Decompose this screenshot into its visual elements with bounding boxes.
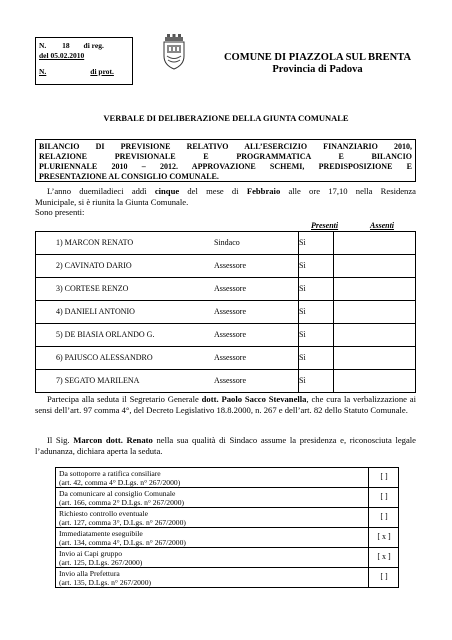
absent-cell <box>333 278 417 300</box>
flag-reference: (art. 134, comma 4°, D.Lgs. n° 267/2000) <box>59 538 186 547</box>
flag-reference: (art. 127, comma 3°, D.Lgs. n° 267/2000) <box>59 518 186 527</box>
flag-title: Immediatamente eseguibile <box>59 529 143 538</box>
register-number: 18 <box>62 41 70 50</box>
flag-text <box>59 469 180 487</box>
member-present: Sì <box>299 330 306 339</box>
subject-line-4: PRESENTAZIONE AL CONSIGLIO COMUNALE. <box>39 172 219 181</box>
member-role: Assessore <box>214 376 246 385</box>
register-n-label: N. <box>39 41 47 50</box>
member-role: Assessore <box>214 307 246 316</box>
flag-row <box>56 528 398 548</box>
flag-row <box>56 508 398 528</box>
comune-header <box>210 52 425 76</box>
intro-line-2: Municipale, si è riunita la Giunta Comunale. <box>35 196 189 207</box>
member-name: 6) PAIUSCO ALESSANDRO <box>56 353 153 362</box>
member-present: Sì <box>299 261 306 270</box>
flag-text <box>59 509 186 527</box>
member-role: Assessore <box>214 261 246 270</box>
register-number-line <box>39 41 104 51</box>
member-name: 1) MARCON RENATO <box>56 238 134 247</box>
subject-line-2: RELAZIONE PREVISIONALE E PROGRAMMATICA E BILANCIO <box>39 152 412 161</box>
attendance-row <box>36 347 415 370</box>
register-date: del 05.02.2010 <box>39 51 85 60</box>
subject-box <box>35 139 416 182</box>
intro-line-1: L’anno duemiladieci addì cinque del mese di Febbraio alle ore 17,10 nella Residenza <box>47 186 416 196</box>
meeting-day: cinque <box>154 186 180 196</box>
member-present: Sì <box>299 307 306 316</box>
flag-title: Da comunicare al consiglio Comunale <box>59 489 176 498</box>
protocol-n-label: N. <box>39 67 47 76</box>
intro-paragraph <box>35 186 416 218</box>
flag-reference: (art. 166, comma 2° D.Lgs. n° 267/2000) <box>59 498 185 507</box>
flag-checkbox: [ ] <box>368 488 399 507</box>
flag-title: Invio ai Capi gruppo <box>59 549 123 558</box>
secretary-paragraph: Partecipa alla seduta il Segretario Generale dott. Paolo Sacco Stevanella, che cura la verbalizzazione ai sensi dell’art. 97 comma 4°, del Decreto Legislativo 18.8.2000, n. 267 e dell’art. 82 dello Statuto Comunale. <box>35 394 416 415</box>
flag-title: Richiesto controllo eventuale <box>59 509 148 518</box>
absent-cell <box>333 255 417 277</box>
comune-crest-icon <box>161 34 187 70</box>
member-role: Sindaco <box>214 238 240 247</box>
absent-cell <box>333 347 417 369</box>
flag-reference: (art. 135, D.Lgs. n° 267/2000) <box>59 578 152 587</box>
member-name: 3) CORTESE RENZO <box>56 284 129 293</box>
subject-line-3: PLURIENNALE 2010 – 2012. APPROVAZIONE SCHEMI, PREDISPOSIZIONE E <box>39 162 412 171</box>
flag-row <box>56 568 398 587</box>
subject-line-1: BILANCIO DI PREVISIONE RELATIVO ALL’ESERCIZIO FINANZIARIO 2010, <box>39 142 412 151</box>
flag-text <box>59 569 151 587</box>
flag-text <box>59 549 142 567</box>
member-name: 5) DE BIASIA ORLANDO G. <box>56 330 155 339</box>
attendance-row <box>36 232 415 255</box>
attendance-row <box>36 278 415 301</box>
member-role: Assessore <box>214 330 246 339</box>
comune-name: COMUNE DI PIAZZOLA SUL BRENTA <box>223 52 412 63</box>
member-present: Sì <box>299 376 306 385</box>
attendance-row <box>36 370 415 392</box>
attendance-row <box>36 301 415 324</box>
secretary-name: dott. Paolo Sacco Stevanella <box>201 394 307 404</box>
flag-title: Invio alla Prefettura <box>59 569 120 578</box>
flag-title: Da sottoporre a ratifica consiliare <box>59 469 161 478</box>
provincia-name: Provincia di Padova <box>272 64 363 75</box>
flag-text <box>59 489 184 507</box>
assenti-header: Assenti <box>370 221 395 230</box>
register-label: di reg. <box>83 41 104 50</box>
absent-cell <box>333 324 417 346</box>
member-present: Sì <box>299 238 306 247</box>
member-present: Sì <box>299 284 306 293</box>
member-name: 2) CAVINATO DARIO <box>56 261 132 270</box>
flag-checkbox: [ x ] <box>368 528 399 547</box>
protocol-label: di prot. <box>90 67 114 76</box>
attendance-row <box>36 324 415 347</box>
attendance-grid <box>35 231 416 393</box>
president-name: Marcon dott. Renato <box>73 435 153 445</box>
flag-text <box>59 529 186 547</box>
absent-cell <box>333 301 417 323</box>
member-name: 4) DANIELI ANTONIO <box>56 307 135 316</box>
absent-cell <box>333 232 417 254</box>
flag-reference: (art. 125, D.Lgs. 267/2000) <box>59 558 143 567</box>
flag-checkbox: [ ] <box>368 508 399 527</box>
flag-row <box>56 488 398 508</box>
presidency-paragraph: Il Sig. Marcon dott. Renato nella sua qualità di Sindaco assume la presidenza e, riconosciuta legale l’adunanza, dichiara aperta la seduta. <box>35 435 416 456</box>
member-role: Assessore <box>214 284 246 293</box>
flag-checkbox: [ ] <box>368 468 399 487</box>
flag-row <box>56 468 398 488</box>
flags-table <box>55 467 399 588</box>
member-role: Assessore <box>214 353 246 362</box>
flag-reference: (art. 42, comma 4° D.Lgs. n° 267/2000) <box>59 478 181 487</box>
intro-line-3: Sono presenti: <box>35 207 85 217</box>
meeting-month: Febbraio <box>246 186 281 196</box>
protocol-line <box>39 67 114 77</box>
absent-cell <box>333 370 417 392</box>
flag-checkbox: [ x ] <box>368 548 399 567</box>
member-present: Sì <box>299 353 306 362</box>
flag-row <box>56 548 398 568</box>
attendance-row <box>36 255 415 278</box>
flag-checkbox: [ ] <box>368 568 399 587</box>
presenti-header: Presenti <box>311 221 339 230</box>
register-box <box>35 37 133 85</box>
document-title: VERBALE DI DELIBERAZIONE DELLA GIUNTA COMUNALE <box>103 113 349 123</box>
member-name: 7) SEGATO MARILENA <box>56 376 140 385</box>
